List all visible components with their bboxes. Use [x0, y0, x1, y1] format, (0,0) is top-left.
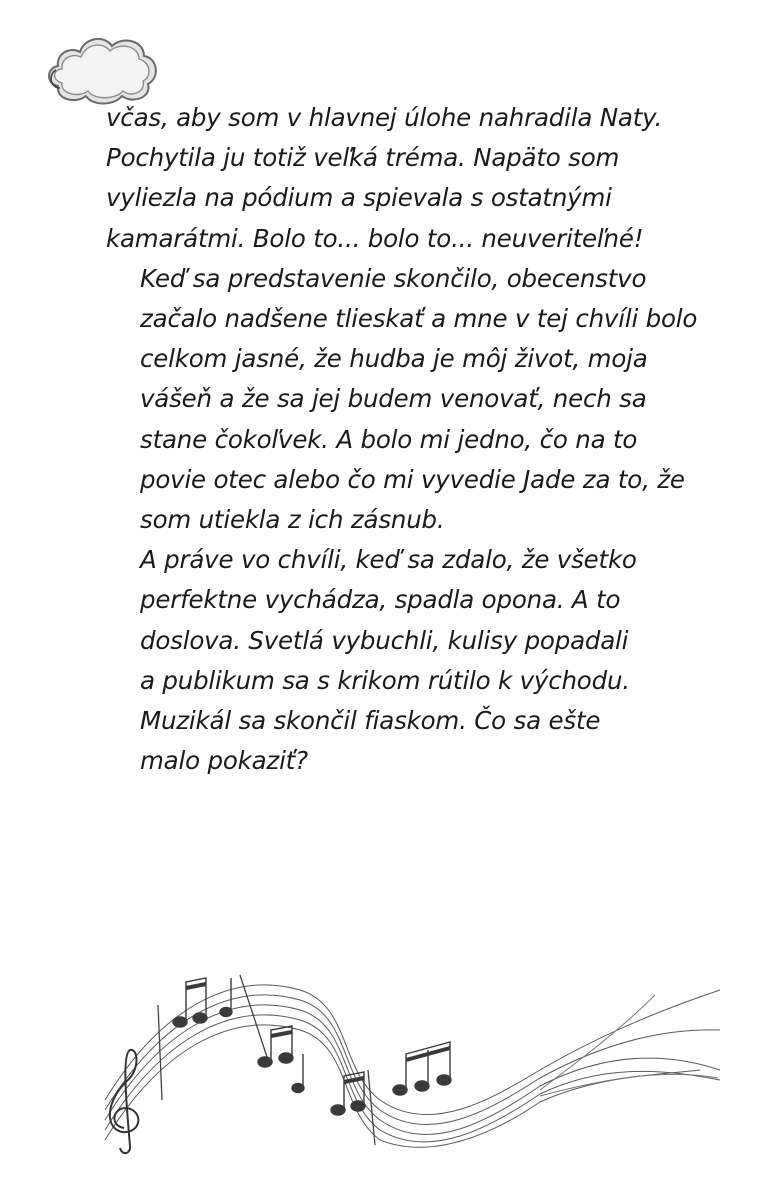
text-line: Muzikál sa skončil fiaskom. Čo sa ešte — [140, 706, 601, 736]
text-line: A práve vo chvíli, keď sa zdalo, že všetko — [140, 545, 637, 575]
text-line: kamarátmi. Bolo to... bolo to... neuveriteľné! — [106, 223, 644, 253]
paragraph — [106, 259, 706, 540]
text-line: celkom jasné, že hudba je môj život, moja — [140, 344, 648, 374]
paragraph — [106, 98, 706, 259]
paragraph — [106, 540, 706, 701]
paragraph — [106, 701, 706, 781]
text-line: stane čokoľvek. A bolo mi jedno, čo na to — [140, 424, 638, 454]
body-text — [106, 98, 706, 781]
music-staff-illustration — [100, 950, 730, 1160]
text-line: povie otec alebo čo mi vyvedie Jade za to, že — [140, 464, 685, 494]
text-line: a publikum sa s krikom rútilo k východu. — [140, 665, 630, 695]
text-line: Pochytila ju totiž veľká tréma. Napäto som — [106, 143, 620, 173]
text-line: doslova. Svetlá vybuchli, kulisy popadali — [140, 625, 629, 655]
text-line: som utiekla z ich zásnub. — [140, 505, 445, 535]
text-line: malo pokaziť? — [140, 746, 308, 776]
text-line: vyliezla na pódium a spievala s ostatnými — [106, 183, 612, 213]
text-line: perfektne vychádza, spadla opona. A to — [140, 585, 621, 615]
text-line: Keď sa predstavenie skončilo, obecenstvo — [140, 263, 647, 293]
text-line: začalo nadšene tlieskať a mne v tej chvíli bolo — [140, 304, 698, 334]
text-line: včas, aby som v hlavnej úlohe nahradila Naty. — [106, 103, 663, 132]
text-line: vášeň a že sa jej budem venovať, nech sa — [140, 384, 647, 414]
